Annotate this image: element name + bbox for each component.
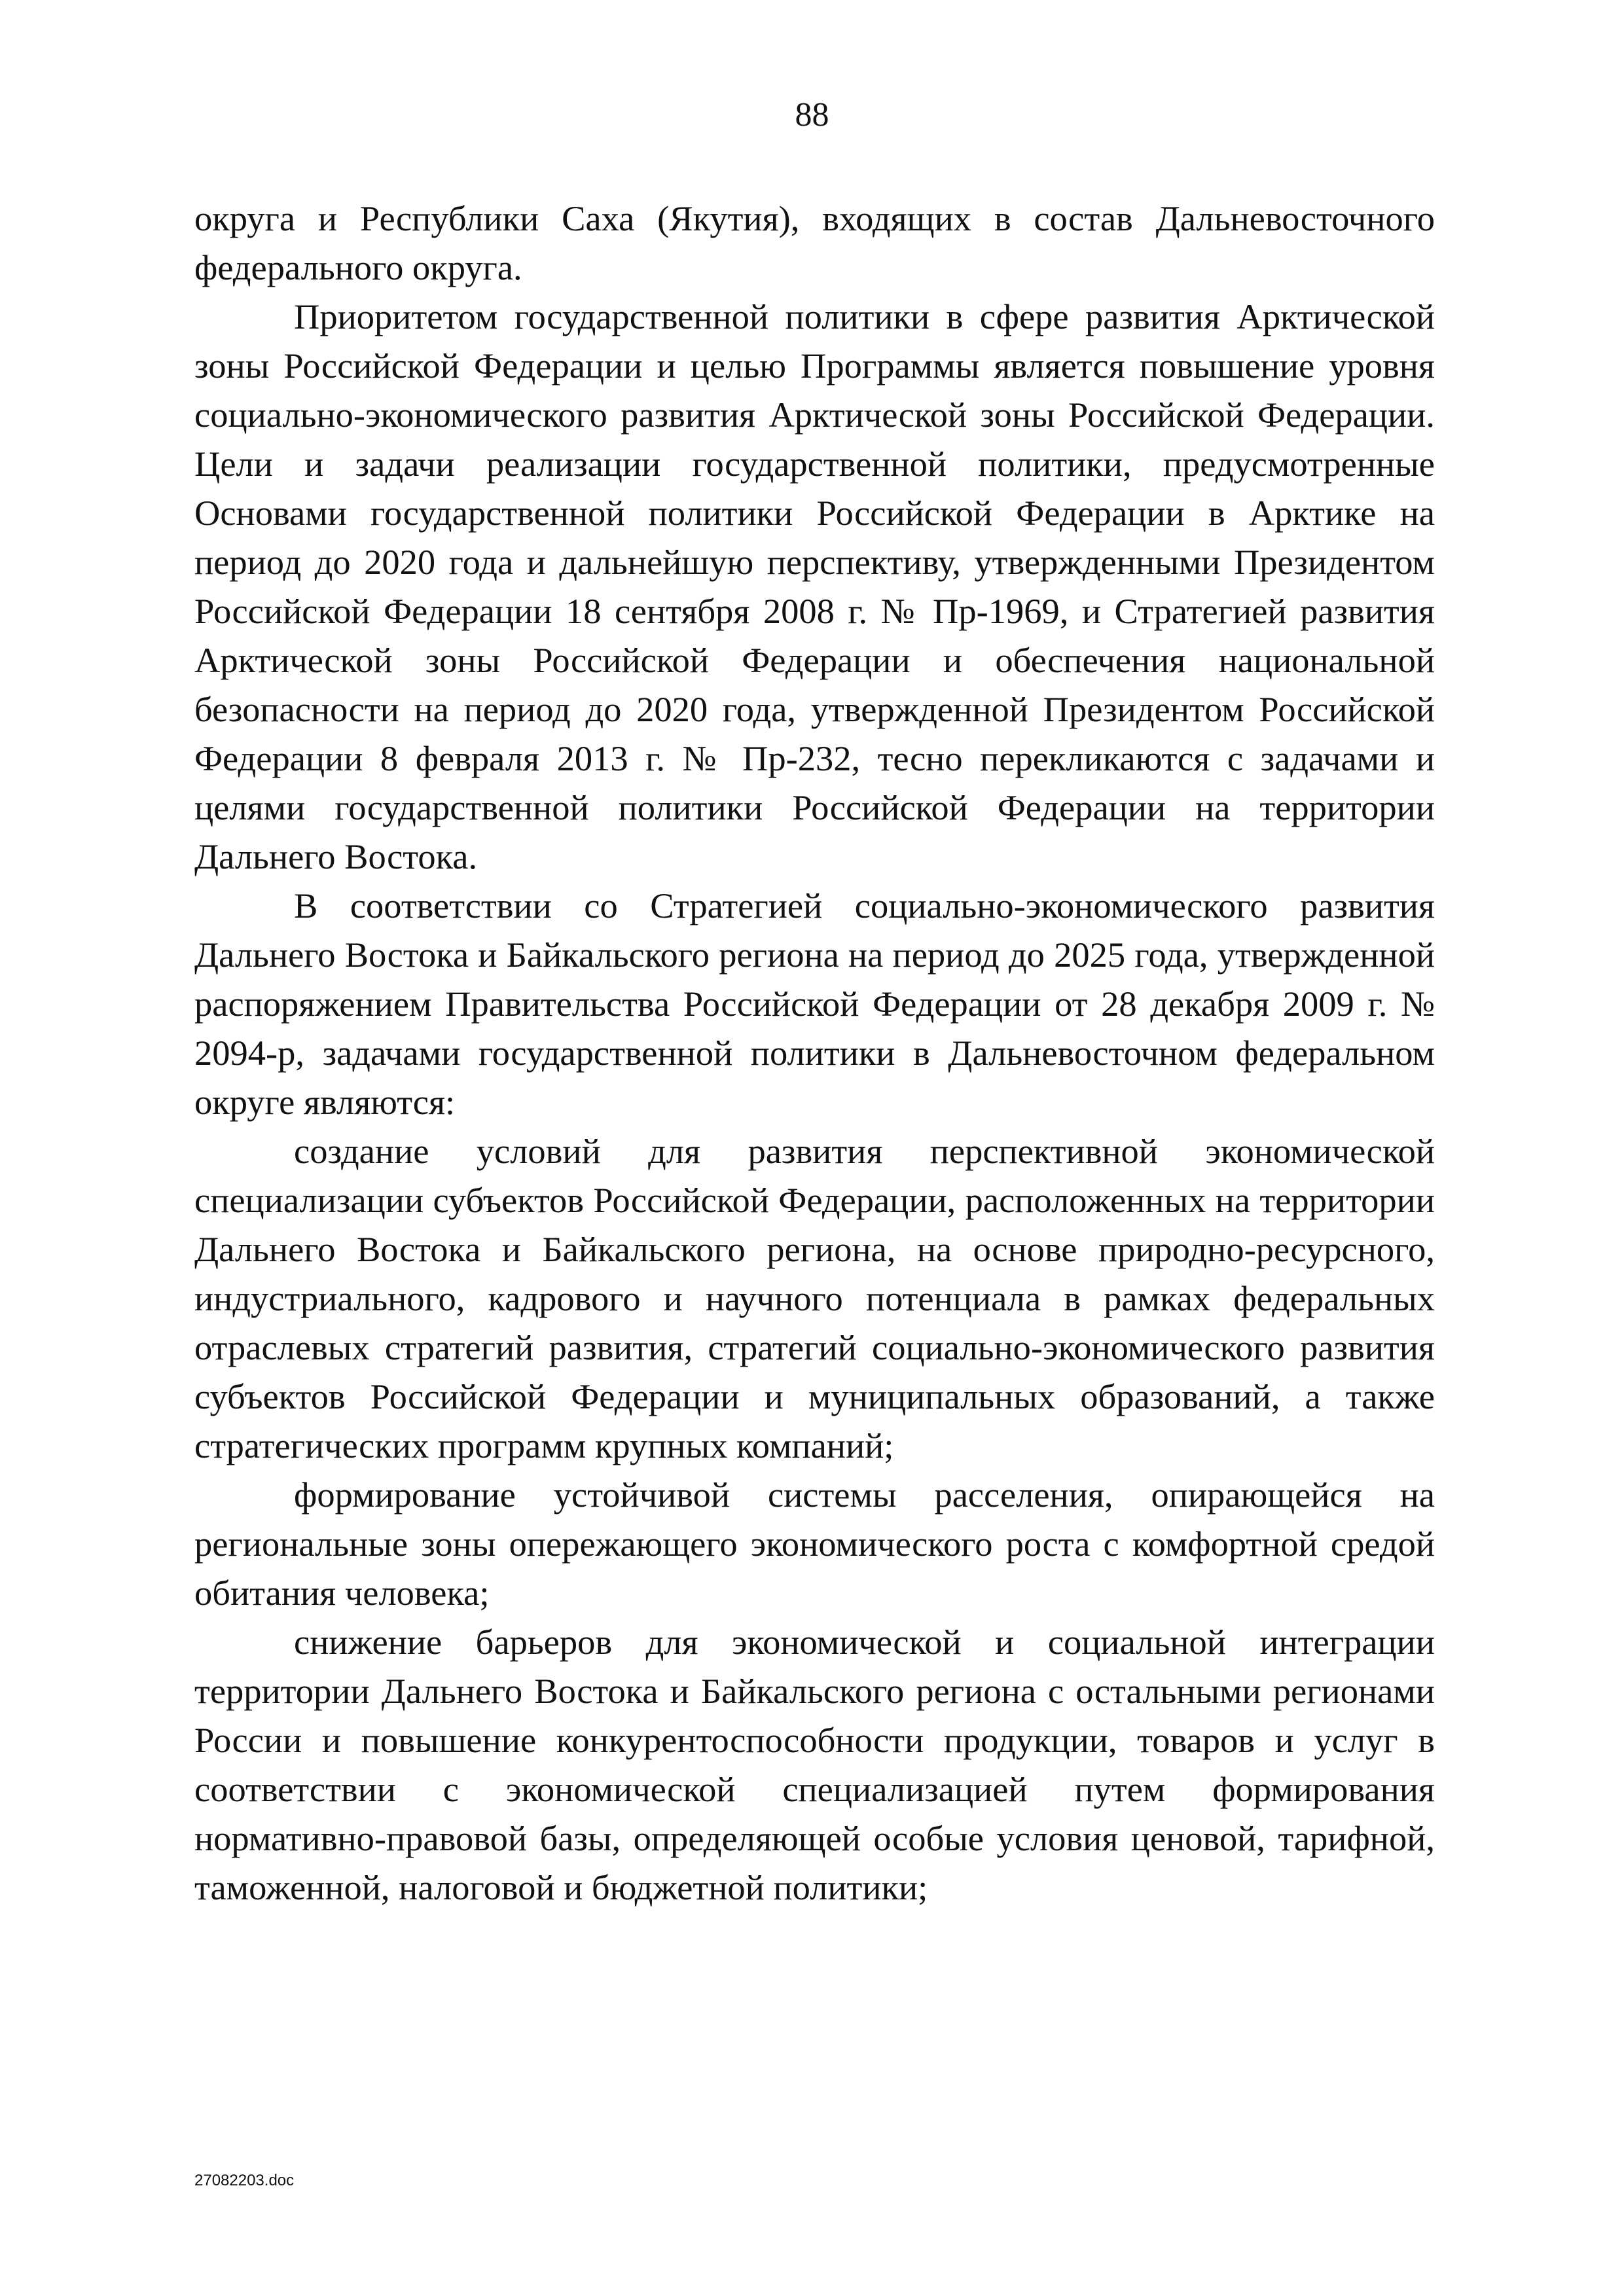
list-item-settlement-system: формирование устойчивой системы расселения, опирающейся на региональные зоны опережающего экономического роста с комфортной средой обитания человека;: [194, 1475, 1435, 1613]
document-body: [194, 194, 1435, 1912]
list-item-specialization: создание условий для развития перспективной экономической специализации субъектов Российской Федерации, расположенных на территории Дальнего Востока и Байкальского региона, на основе природно-ресурсного, индустриального, кадрового и научного потенциала в рамках федеральных отраслевых стратегий развития, стратегий социально-экономического развития субъектов Российской Федерации и муниципальных образований, а также стратегических программ крупных компаний;: [194, 1131, 1435, 1465]
paragraph-continuation: округа и Республики Саха (Якутия), входящих в состав Дальневосточного федерального округа.: [194, 198, 1435, 287]
document-code: 27082203.doc: [194, 2172, 295, 2189]
page-number: 88: [795, 96, 829, 134]
list-item-barriers-reduction: снижение барьеров для экономической и социальной интеграции территории Дальнего Востока и Байкальского региона с остальными регионами России и повышение конкурентоспособности продукции, товаров и услуг в соответствии с экономической специализацией путем формирования нормативно-правовой базы, определяющей особые условия ценовой, тарифной, таможенной, налоговой и бюджетной политики;: [194, 1622, 1435, 1907]
paragraph-arctic-policy: Приоритетом государственной политики в сфере развития Арктической зоны Российской Федерации и целью Программы является повышение уровня социально-экономического развития Арктической зоны Российской Федерации. Цели и задачи реализации государственной политики, предусмотренные Основами государственной политики Российской Федерации в Арктике на период до 2020 года и дальнейшую перспективу, утвержденными Президентом Российской Федерации 18 сентября 2008 г. № Пр-1969, и Стратегией развития Арктической зоны Российской Федерации и обеспечения национальной безопасности на период до 2020 года, утвержденной Президентом Российской Федерации 8 февраля 2013 г. № Пр-232, тесно перекликаются с задачами и целями государственной политики Российской Федерации на территории Дальнего Востока.: [194, 296, 1435, 876]
paragraph-far-east-strategy: В соответствии со Стратегией социально-экономического развития Дальнего Востока и Байкальского региона на период до 2025 года, утвержденной распоряжением Правительства Российской Федерации от 28 декабря 2009 г. № 2094-р, задачами государственной политики в Дальневосточном федеральном округе являются:: [194, 886, 1435, 1122]
